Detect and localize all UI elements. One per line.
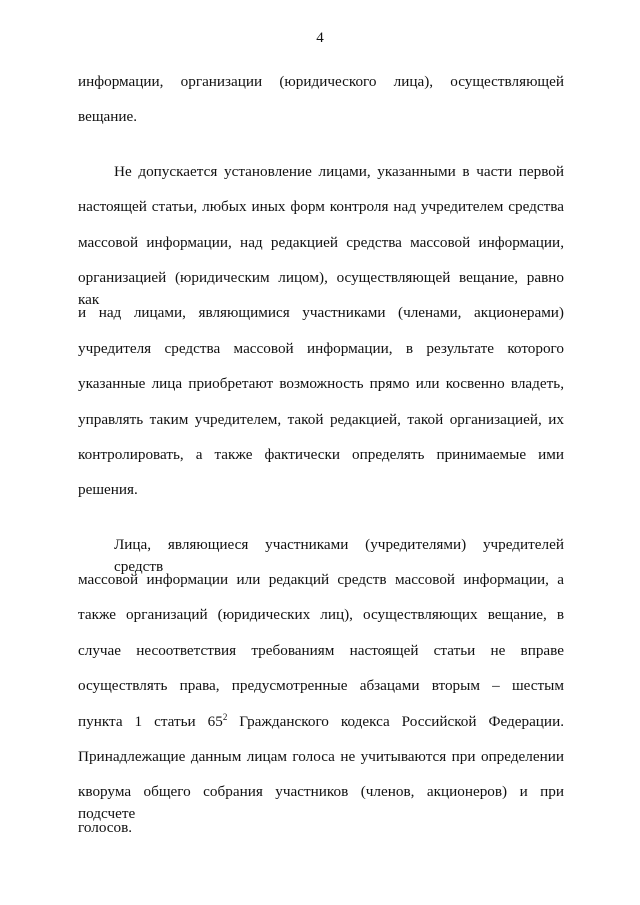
text-line-with-superscript bbox=[78, 711, 564, 746]
text-line: настоящей статьи, любых иных форм контроля над учредителем средства bbox=[78, 198, 564, 216]
text-line: решения. bbox=[78, 481, 138, 499]
paragraph bbox=[78, 534, 564, 853]
text-line: голосов. bbox=[78, 818, 133, 836]
paragraph-gap bbox=[78, 142, 564, 161]
page-number: 4 bbox=[316, 30, 324, 46]
text-line: массовой информации, над редакцией средства массовой информации, bbox=[78, 233, 564, 251]
text-line: указанные лица приобретают возможность прямо или косвенно владеть, bbox=[78, 375, 564, 393]
text-line: Лица, являющиеся участниками (учредителями) учредителей средств bbox=[114, 535, 564, 575]
text-line: Не допускается установление лицами, указанными в части первой bbox=[114, 162, 564, 180]
text-line: организацией (юридическим лицом), осуществляющей вещание, равно как bbox=[78, 268, 564, 308]
text-line: контролировать, а также фактически определять принимаемые ими bbox=[78, 445, 564, 463]
paragraph-gap bbox=[78, 515, 564, 534]
text-line: учредителя средства массовой информации, в результате которого bbox=[78, 339, 564, 357]
text-line: также организаций (юридических лиц), осуществляющих вещание, в bbox=[78, 606, 564, 624]
line-text-before-superscript: пункта 1 статьи 65 bbox=[78, 712, 223, 730]
superscript: 2 bbox=[222, 711, 228, 722]
text-line: осуществлять права, предусмотренные абзацами вторым – шестым bbox=[78, 677, 564, 695]
text-line: управлять таким учредителем, такой редакцией, такой организацией, их bbox=[78, 410, 564, 428]
text-line: Принадлежащие данным лицам голоса не учитываются при определении bbox=[78, 748, 564, 766]
text-line: вещание. bbox=[78, 108, 138, 126]
line-text-after-superscript: Гражданского кодекса Российской Федерации. bbox=[227, 712, 564, 730]
text-line: массовой информации или редакций средств массовой информации, а bbox=[78, 571, 564, 589]
text-line: и над лицами, являющимися участниками (членами, акционерами) bbox=[78, 304, 564, 322]
paragraph bbox=[78, 161, 564, 515]
text-line: кворума общего собрания участников (членов, акционеров) и при подсчете bbox=[78, 783, 564, 823]
paragraph bbox=[78, 71, 564, 142]
document-body bbox=[78, 71, 564, 852]
text-line: информации, организации (юридического лица), осуществляющей bbox=[78, 73, 564, 90]
text-line: случае несоответствия требованиям настоящей статьи не вправе bbox=[78, 641, 564, 659]
